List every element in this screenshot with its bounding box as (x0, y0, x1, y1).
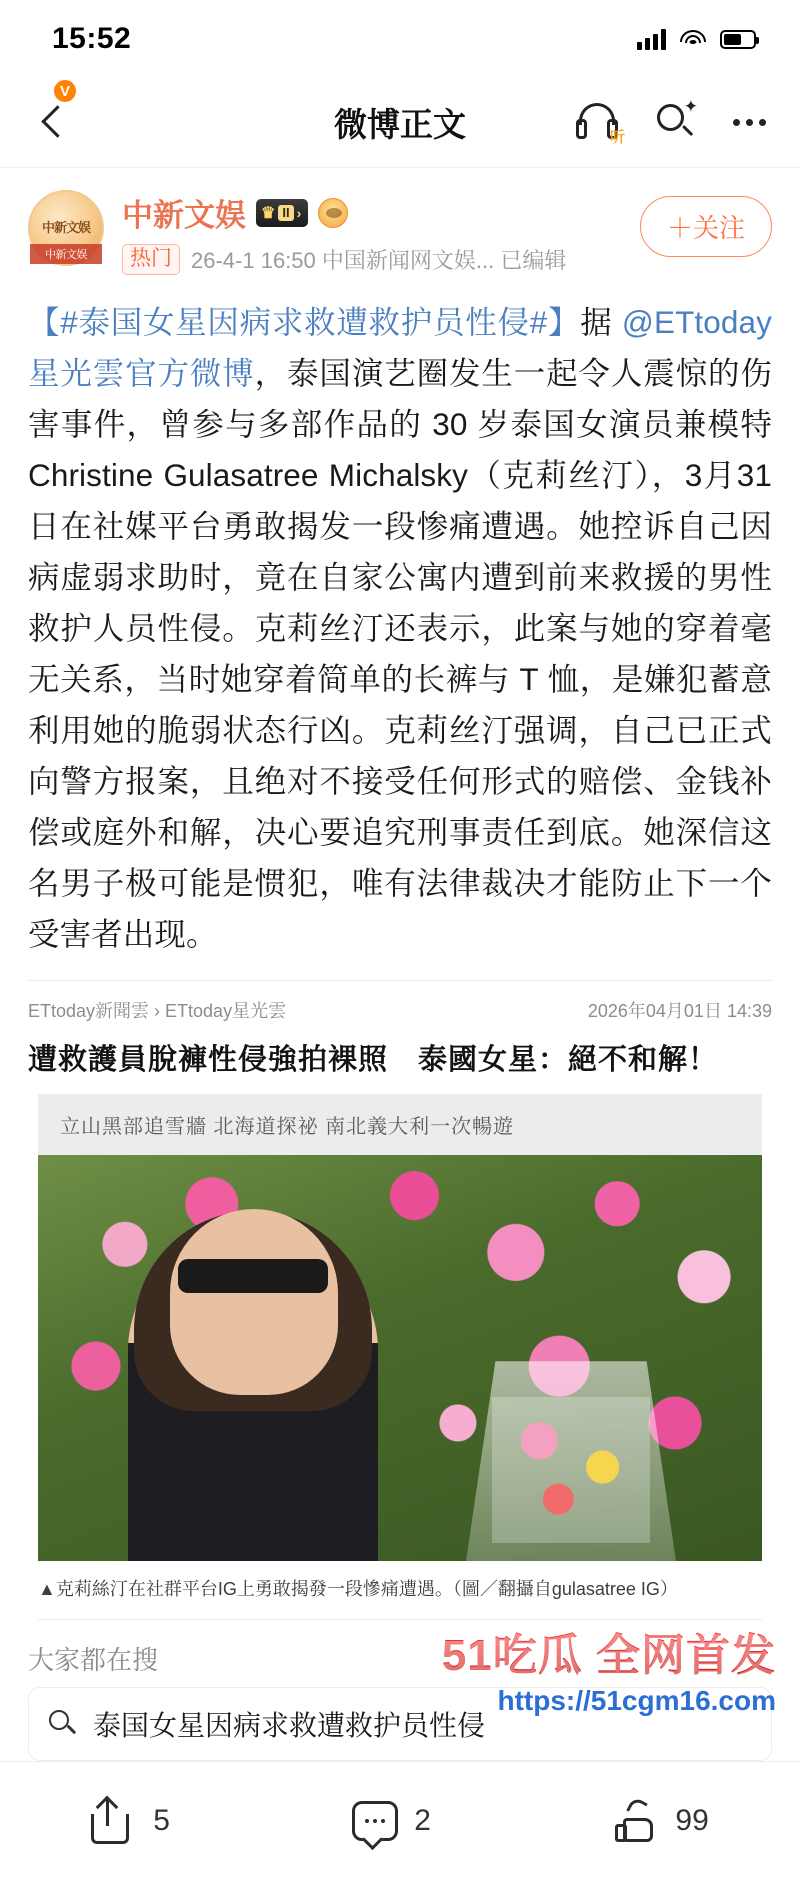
author-name[interactable]: 中新文娱 (122, 198, 246, 233)
photo-bouquet (466, 1361, 676, 1561)
search-icon[interactable]: ✦ (655, 102, 697, 144)
photo-sunglasses (178, 1259, 328, 1293)
article-card[interactable] (28, 980, 772, 1620)
nav-actions (575, 96, 766, 146)
listen-label: 听 (609, 128, 625, 146)
article-headline: 遭救護員脫褲性侵強拍裸照 泰國女星：絕不和解！ (28, 1044, 719, 1077)
nav-bar (0, 78, 800, 168)
comment-button[interactable] (352, 1801, 431, 1841)
action-bar (0, 1761, 800, 1879)
hot-tag: 热门 (122, 244, 180, 274)
search-icon (49, 1710, 77, 1738)
like-button[interactable] (613, 1798, 708, 1844)
post-mention-link[interactable]: @ETtoday 星光雲官方微博 (28, 304, 772, 392)
hot-search-label: 泰国女星因病求救遭救护员性侵 (93, 1710, 486, 1742)
status-bar (0, 0, 800, 78)
crown-icon: ♛ (261, 204, 276, 222)
article-promo-bar[interactable]: 立山黑部追雪牆 北海道探祕 南北義大利一次暢遊 (38, 1094, 762, 1155)
avatar-text: 中新文娱 (41, 220, 90, 236)
post-body (0, 283, 800, 970)
back-button[interactable] (34, 101, 78, 145)
thumbs-up-icon (613, 1798, 659, 1844)
crown-badge[interactable] (256, 199, 308, 227)
avatar[interactable] (28, 190, 104, 266)
author-meta-row (122, 244, 626, 275)
follow-button[interactable]: ＋关注 (640, 196, 772, 257)
article-source: ETtoday新聞雲 › ETtoday星光雲 (28, 1001, 287, 1022)
article-photo[interactable] (38, 1155, 762, 1561)
more-dots-icon[interactable] (733, 102, 766, 144)
chevron-right-icon: › (296, 204, 302, 221)
article-caption: ▲克莉絲汀在社群平台IG上勇敢揭發一段慘痛遭遇。（圖／翻攝自gulasatree IG） (38, 1561, 762, 1620)
status-time: 15:52 (52, 22, 132, 55)
verified-badge: V (52, 78, 78, 104)
comment-icon (352, 1801, 398, 1841)
photo-face (170, 1209, 338, 1395)
page-title: 微博正文 (334, 106, 466, 143)
post-topic-link[interactable]: 【#泰国女星因病求救遭救护员性侵#】 (28, 304, 581, 340)
share-count: 5 (153, 1803, 170, 1837)
watermark-url: https://51cgm16.com (497, 1685, 776, 1716)
article-header (28, 997, 772, 1033)
post-text-1: 据 (580, 304, 622, 340)
share-icon (91, 1798, 137, 1844)
fan-club-icon[interactable] (318, 198, 348, 228)
hot-search-item[interactable] (28, 1687, 772, 1761)
share-button[interactable] (91, 1798, 170, 1844)
signal-icon (637, 28, 666, 50)
avatar-band: 中新文娱 (30, 244, 102, 264)
post-meta: 26-4-1 16:50 中国新闻网文娱... 已编辑 (191, 248, 567, 273)
post-text-2: ，泰国演艺圈发生一起令人震惊的伤害事件，曾参与多部作品的 30 岁泰国女演员兼模特 Christine Gulasatree Michalsky（克莉丝汀），3月31日在社媒平台勇敢揭发一段惨痛遭遇。她控诉自己因病虚弱求助时，竟在自家公寓内遭到前来救援的男性救护人员性侵。克莉丝汀还表示，此案与她的穿着毫无关系，当时她穿着简单的长裤与 T 恤，是嫌犯蓄意利用她的脆弱状态行凶。克莉丝汀强调，自己已正式向警方报案，且绝对不接受任何形式的赔偿、金钱补偿或庭外和解，决心要追究刑事责任到底。她深信这名男子极可能是惯犯，唯有法律裁决才能防止下一个受害者出现。 (28, 355, 772, 953)
crown-level-label: II (278, 205, 293, 221)
author-name-row (122, 190, 626, 235)
hot-search-section (0, 1620, 800, 1761)
battery-icon (720, 30, 756, 49)
comment-count: 2 (414, 1803, 431, 1837)
listen-icon[interactable] (575, 103, 625, 146)
article-date: 2026年04月01日 14:39 (587, 1001, 772, 1022)
status-indicators (637, 28, 756, 50)
hot-search-title: 大家都在搜 (28, 1645, 159, 1676)
like-count: 99 (675, 1803, 709, 1837)
wifi-icon (680, 29, 706, 49)
author-info (122, 190, 626, 275)
watermark-brand: 51吃瓜 全网首发 (442, 1619, 776, 1683)
